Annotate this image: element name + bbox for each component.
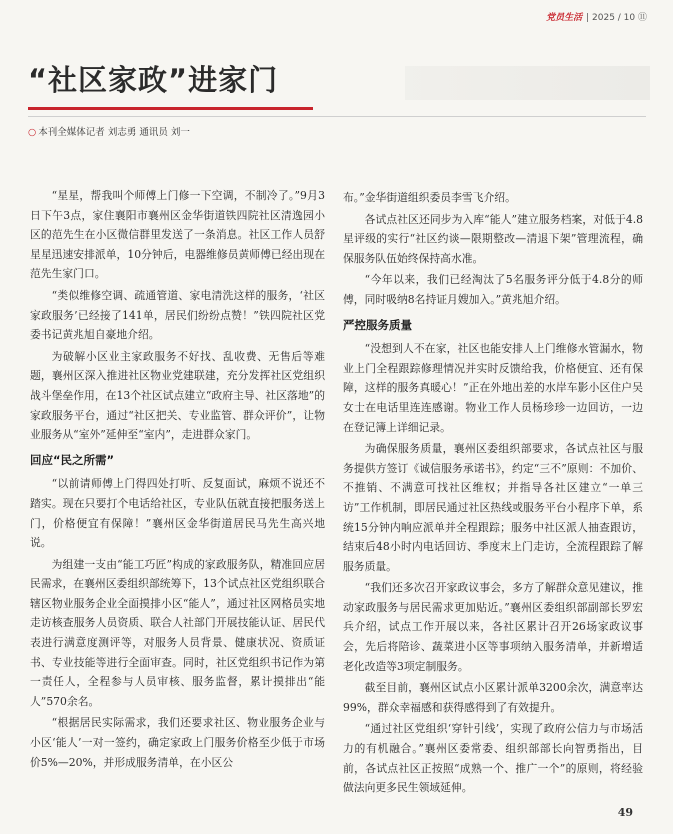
paragraph: “通过社区党组织‘穿针引线’，实现了政府公信力与市场活力的有机融合。”襄州区委常委、组织部部长向智勇指出，目前，各试点社区正按照“成熟一个、推广一个”的原则，将经验做法向更多民生领域延伸。 (343, 722, 643, 795)
title-underline (28, 107, 313, 110)
page-number: 49 (617, 806, 633, 819)
paragraph: “没想到人不在家，社区也能安排人上门维修水管漏水，物业上门全程跟踪修理情况并实时反馈给我，价格便宜、还有保障，这样的服务真暖心！”正在外地出差的水岸车影小区住户吴女士在电话里连连感谢。物业工作人员杨珍珍一边回访，一边在登记簿上详细记录。 (343, 342, 643, 434)
paragraph: “根据居民实际需求，我们还要求社区、物业服务企业与小区‘能人’一对一签约，确定家政上门服务价格至少低于市场价5%—20%，并形成服务清单，在小区公 (30, 716, 325, 769)
left-column (30, 186, 325, 774)
paragraph: 截至目前，襄州区试点小区累计派单3200余次，满意率达99%，群众幸福感和获得感得到了有效提升。 (343, 681, 643, 714)
section-heading: 回应“民之所需” (30, 452, 115, 467)
magazine-brand: 党员生活 (546, 13, 583, 23)
byline (28, 124, 190, 138)
paragraph: 为破解小区业主家政服务不好找、乱收费、无售后等难题，襄州区深入推进社区物业党建联建，充分发挥社区党组织战斗堡垒作用，在13个社区试点建立“政府主导、社区落地”的家政服务平台，通过“社区把关、专业监管、群众评价”，让物业服务从“室外”延伸至“室内”，走进群众家门。 (30, 349, 325, 442)
faded-title-watermark (405, 66, 650, 100)
paragraph: “星星，帮我叫个师傅上门修一下空调，不制冷了。”9月3日下午3点，家住襄阳市襄州区金华街道铁四院社区清逸园小区的范先生在小区微信群里发送了一条消息。社区工作人员舒星星迅速安排派单，10分钟后，电器维修员黄师傅已经出现在范先生家门口。 (30, 189, 325, 281)
paragraph: 各试点社区还同步为入库“能人”建立服务档案，对低于4.8星评级的实行“社区约谈—限期整改—清退下架”管理流程，确保服务队伍始终保持高水准。 (343, 212, 643, 265)
article-title: “社区家政”进家门 (28, 63, 279, 97)
section-heading: 严控服务质量 (343, 317, 412, 332)
paragraph: “类似维修空调、疏通管道、家电清洗这样的服务，‘社区家政服务’已经接了141单，居民们纷纷点赞！”铁四院社区党委书记黄兆旭自豪地介绍。 (30, 288, 325, 342)
issue-info: | 2025 / 10 ⑪ (586, 13, 647, 23)
paragraph: 为确保服务质量，襄州区委组织部要求，各试点社区与服务提供方签订《诚信服务承诺书》，约定“三不”原则：不加价、不推销、不满意可找社区维权；并指导各社区建立“一单三访”工作机制，即居民通过社区热线或服务平台小程序下单，系统15分钟内响应派单并全程跟踪；服务中社区派人抽查跟访，结束后48小时内电话回访、季度末上门走访，全流程跟踪了解服务质量。 (343, 442, 643, 573)
paragraph-continued: 布。”金华街道组织委员李雪飞介绍。 (343, 191, 516, 204)
right-column (343, 188, 643, 800)
divider (28, 116, 646, 117)
paragraph: “今年以来，我们已经淘汰了5名服务评分低于4.8分的师傅，同时吸纳8名持证月嫂加入。”黄兆旭介绍。 (343, 273, 643, 306)
byline-text: 本刊全媒体记者 刘志勇 通讯员 刘一 (38, 127, 190, 138)
paragraph: 为组建一支由“能工巧匠”构成的家政服务队，精准回应居民需求，在襄州区委组织部统筹下，13个试点社区党组织联合辖区物业服务企业全面摸排小区“能人”，通过社区网格员实地走访核查服务人员资质、联合人社部门开展技能认证、居民代表进行满意度测评等，对服务人员背景、健康状况、资质证书、专业技能等进行全面审查。同时，社区党组织书记作为第一责任人，全程参与人员审核、服务监督，累计摸排出“能人”570余名。 (30, 557, 325, 708)
bullet-icon: ○ (28, 127, 37, 138)
paragraph: “我们还多次召开家政议事会，多方了解群众意见建议，推动家政服务与居民需求更加贴近。”襄州区委组织部副部长罗宏兵介绍，试点工作开展以来，各社区累计召开26场家政议事会，先后将陪诊、蔬菜进小区等事项纳入服务清单，并新增适老化改造等3项定制服务。 (343, 581, 643, 673)
paragraph: “以前请师傅上门得四处打听、反复面试，麻烦不说还不踏实。现在只要打个电话给社区，专业队伍就直接把服务送上门，价格便宜有保障！”襄州区金华街道居民马先生高兴地说。 (30, 477, 325, 550)
magazine-header (546, 10, 647, 23)
